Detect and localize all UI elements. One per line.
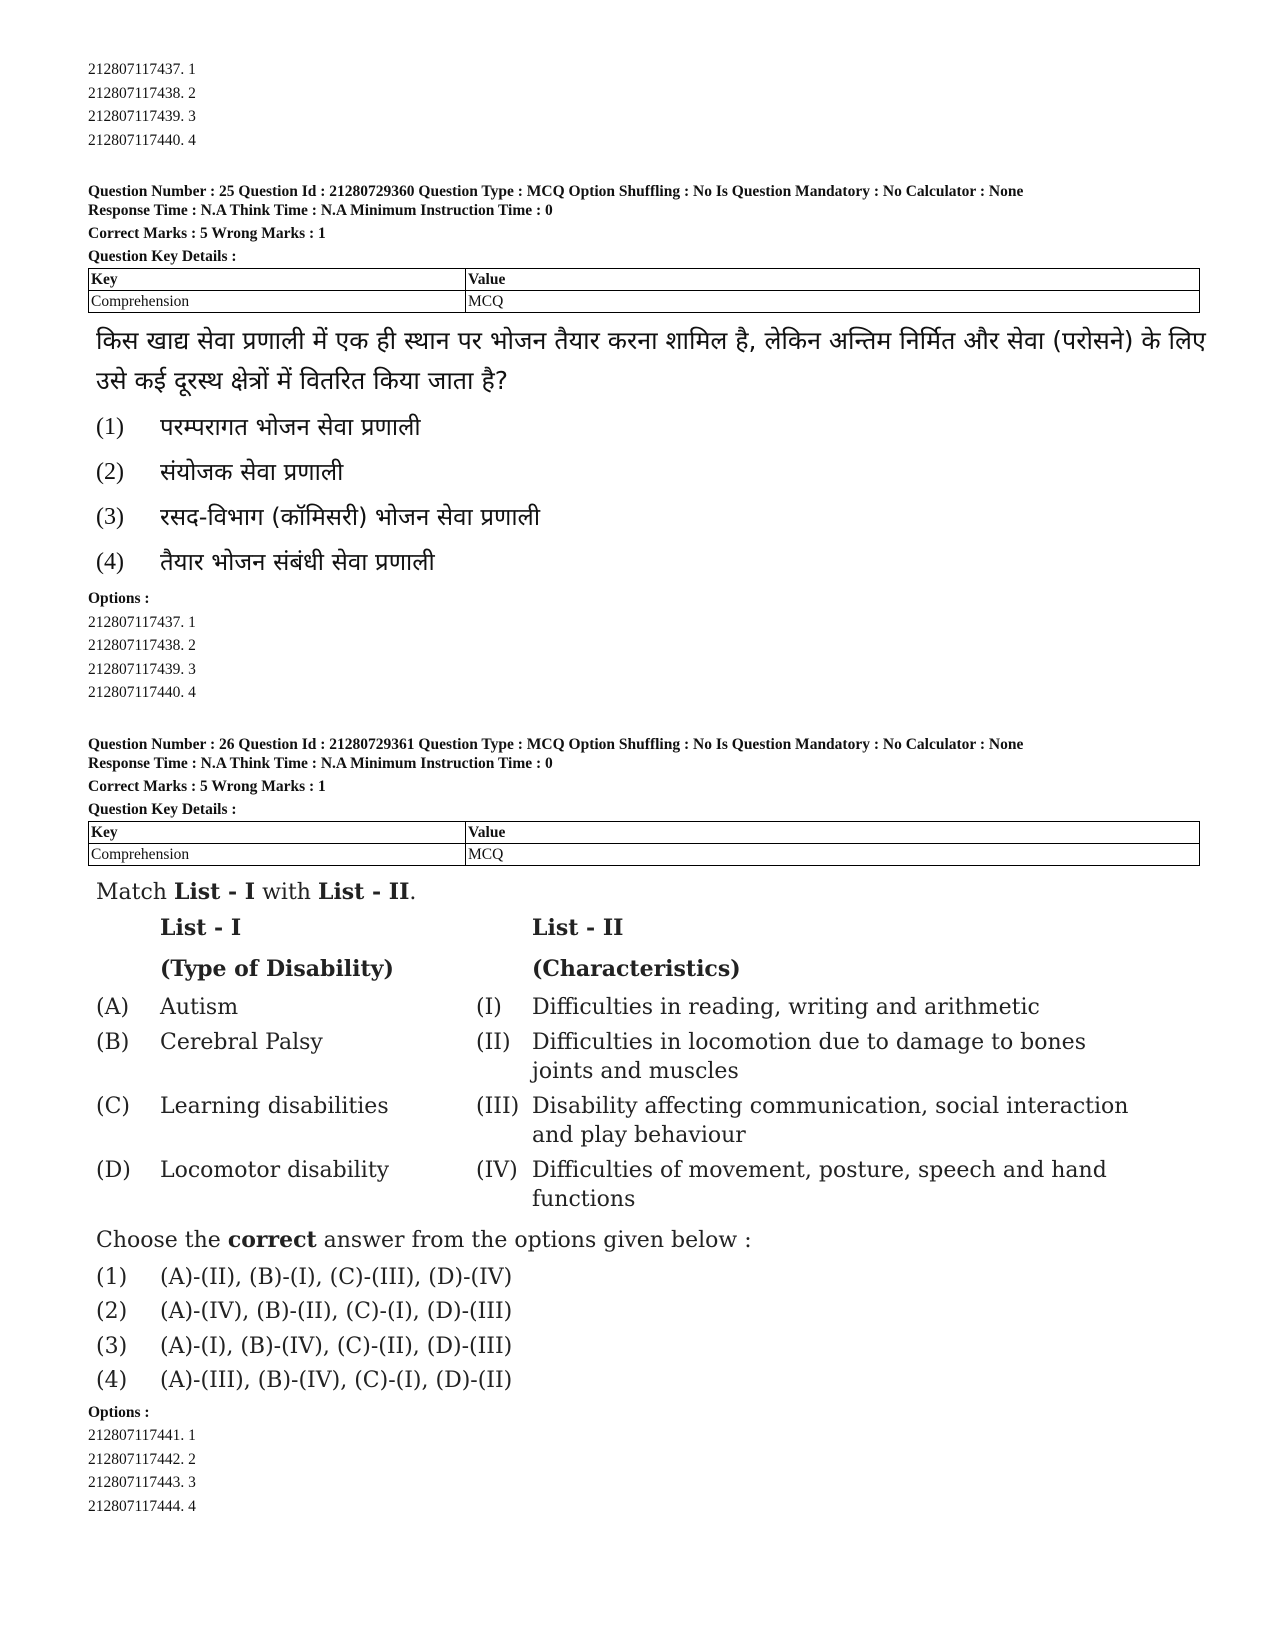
question-timing-line: Response Time : N.A Think Time : N.A Minimum Instruction Time : 0 <box>88 202 553 219</box>
question-body-english <box>96 874 1200 1399</box>
list-1-item: Learning disabilities <box>160 1093 389 1119</box>
row-label: (D) <box>96 1157 131 1183</box>
row-label: (B) <box>96 1029 130 1055</box>
value-header: Value <box>466 821 1200 843</box>
question-key-table <box>88 821 1200 866</box>
row-label: (C) <box>96 1093 130 1119</box>
question-key-details-label: Question Key Details : <box>88 800 237 818</box>
row-roman: (III) <box>476 1093 520 1119</box>
question-key-table <box>88 268 1200 313</box>
answer-choice <box>96 540 1200 585</box>
question-text: किस खाद्य सेवा प्रणाली में एक ही स्थान पर भोजन तैयार करना शामिल है, लेकिन अन्तिम निर्मित और सेवा (परोसने) के लिए उसे कई दूरस्थ क्षेत्रों में वितरित किया जाता है? <box>96 326 1206 395</box>
key-cell: Comprehension <box>89 291 466 313</box>
answer-choice <box>96 405 1200 450</box>
choice-number: (2) <box>96 459 124 485</box>
question-intro: Match List - I with List - II. <box>96 878 417 905</box>
list-1-title: List - I <box>160 914 242 941</box>
choice-number: (4) <box>96 1368 128 1393</box>
list-1-item: Cerebral Palsy <box>160 1029 323 1055</box>
choice-text: (A)-(I), (B)-(IV), (C)-(II), (D)-(III) <box>160 1333 513 1359</box>
question-marks: Correct Marks : 5 Wrong Marks : 1 <box>88 777 326 795</box>
question-key-details-label: Question Key Details : <box>88 248 237 265</box>
choice-text: संयोजक सेवा प्रणाली <box>160 458 344 486</box>
value-header: Value <box>466 269 1200 291</box>
choice-number: (4) <box>96 549 124 575</box>
option-id: 212807117444. 4 <box>88 1497 196 1515</box>
option-id: 212807117440. 4 <box>88 684 196 701</box>
choice-text: रसद-विभाग (कॉमिसरी) भोजन सेवा प्रणाली <box>160 503 541 531</box>
choice-text: परम्परागत भोजन सेवा प्रणाली <box>160 413 421 441</box>
key-header: Key <box>89 269 466 291</box>
list-2-item: Disability affecting communication, social interaction and play behaviour <box>532 1093 1129 1148</box>
choice-number: (2) <box>96 1299 128 1324</box>
value-cell: MCQ <box>466 291 1200 313</box>
list-1-item: Locomotor disability <box>160 1157 390 1183</box>
option-id: 212807117443. 3 <box>88 1474 196 1491</box>
row-roman: (I) <box>476 994 502 1020</box>
choice-number: (1) <box>96 1264 128 1290</box>
key-cell: Comprehension <box>89 843 466 865</box>
option-id: 212807117437. 1 <box>88 613 196 631</box>
choice-number: (1) <box>96 414 124 440</box>
choice-text: तैयार भोजन संबंधी सेवा प्रणाली <box>160 548 435 576</box>
list-2-item: Difficulties of movement, posture, speech and hand functions <box>532 1157 1107 1212</box>
value-cell: MCQ <box>466 843 1200 865</box>
answer-choice <box>96 450 1200 495</box>
option-id: 212807117440. 4 <box>88 131 196 149</box>
choose-instruction: Choose the correct answer from the options given below : <box>96 1226 752 1253</box>
answer-choice <box>96 1295 1200 1330</box>
answer-choice <box>96 495 1200 540</box>
option-id: 212807117442. 2 <box>88 1450 196 1468</box>
question-marks: Correct Marks : 5 Wrong Marks : 1 <box>88 225 326 242</box>
document-page <box>88 58 1206 1518</box>
choice-text: (A)-(IV), (B)-(II), (C)-(I), (D)-(III) <box>160 1299 513 1324</box>
options-label: Options : <box>88 1403 150 1421</box>
question-timing-line: Response Time : N.A Think Time : N.A Minimum Instruction Time : 0 <box>88 754 553 772</box>
option-id: 212807117439. 3 <box>88 660 196 678</box>
option-id: 212807117438. 2 <box>88 84 196 102</box>
option-id: 212807117438. 2 <box>88 637 196 654</box>
row-label: (A) <box>96 994 130 1020</box>
question-meta-line: Question Number : 25 Question Id : 21280729360 Question Type : MCQ Option Shuffling : No Is Question Mandatory : No Calculator : None <box>88 183 1024 200</box>
question-body-hindi <box>96 321 1206 585</box>
previous-options-list <box>88 58 1200 152</box>
option-id: 212807117439. 3 <box>88 108 196 125</box>
key-header: Key <box>89 821 466 843</box>
choice-number: (3) <box>96 504 124 530</box>
answer-choice <box>96 1364 1200 1399</box>
options-label: Options : <box>88 590 150 607</box>
row-roman: (II) <box>476 1029 511 1055</box>
question-26 <box>88 735 1200 1519</box>
list-2-title: List - II <box>532 914 624 941</box>
option-id: 212807117441. 1 <box>88 1427 196 1444</box>
list-1-subtitle: (Type of Disability) <box>160 955 394 982</box>
option-id: 212807117437. 1 <box>88 61 196 78</box>
choice-text: (A)-(II), (B)-(I), (C)-(III), (D)-(IV) <box>160 1264 513 1290</box>
choice-text: (A)-(III), (B)-(IV), (C)-(I), (D)-(II) <box>160 1368 513 1393</box>
list-1-item: Autism <box>160 994 239 1020</box>
list-2-item: Difficulties in reading, writing and arithmetic <box>532 994 1040 1020</box>
choice-number: (3) <box>96 1333 128 1359</box>
list-2-subtitle: (Characteristics) <box>532 955 741 982</box>
answer-choice <box>96 1330 1200 1365</box>
answer-choice <box>96 1261 1200 1296</box>
row-roman: (IV) <box>476 1157 518 1183</box>
list-2-item: Difficulties in locomotion due to damage to bones joints and muscles <box>532 1029 1086 1084</box>
question-25 <box>88 182 1206 705</box>
question-meta-line: Question Number : 26 Question Id : 21280729361 Question Type : MCQ Option Shuffling : No Is Question Mandatory : No Calculator : None <box>88 735 1024 753</box>
match-table <box>96 911 1200 1220</box>
